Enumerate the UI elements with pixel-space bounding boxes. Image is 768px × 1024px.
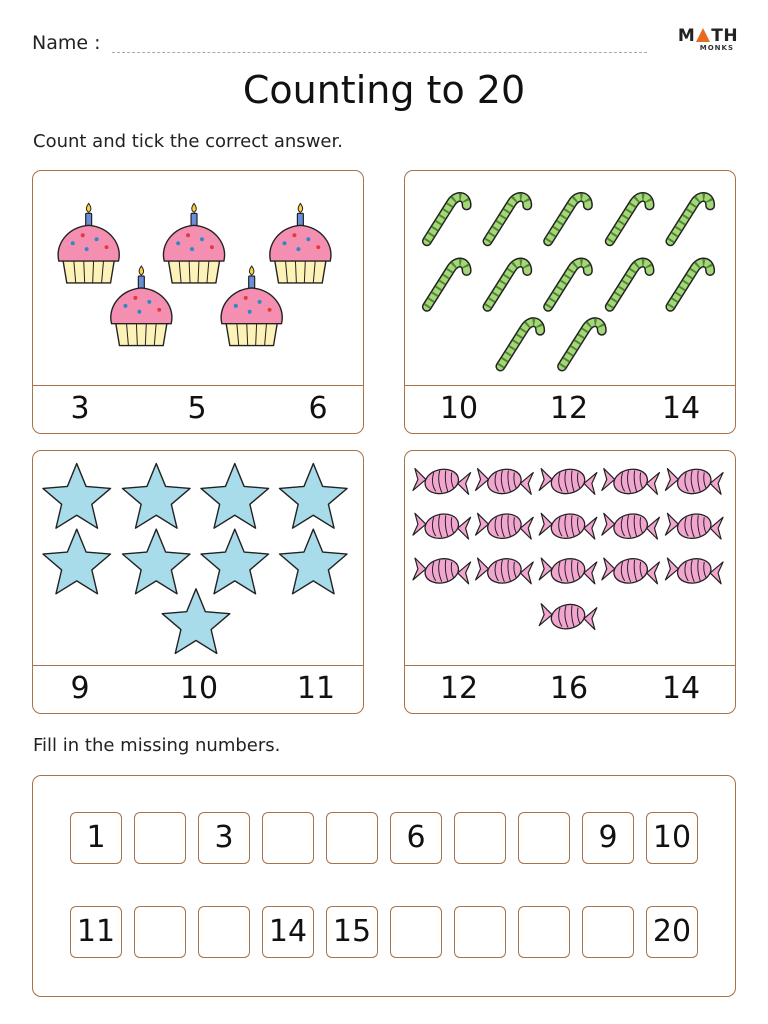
- star-icon: [201, 464, 269, 529]
- card-divider: [405, 665, 735, 666]
- cupcakes-picture: [33, 171, 363, 385]
- candy-icon: [413, 511, 471, 541]
- star-icon: [280, 529, 348, 594]
- answer-option[interactable]: 11: [296, 671, 336, 706]
- number-box: 14: [262, 906, 314, 958]
- cupcake-icon: [221, 266, 282, 346]
- blank-number-box[interactable]: [198, 906, 250, 958]
- name-input-line[interactable]: [112, 52, 647, 53]
- candy-icon: [413, 556, 471, 586]
- number-box: 20: [646, 906, 698, 958]
- candy-icon: [476, 556, 534, 586]
- answer-option[interactable]: 10: [179, 671, 219, 706]
- card-divider: [33, 665, 363, 666]
- cupcake-icon: [270, 203, 331, 283]
- candy-icon: [476, 466, 534, 496]
- name-field-row: [32, 30, 632, 60]
- candy-cane-icon: [670, 197, 710, 241]
- cupcake-icon: [58, 203, 119, 283]
- candy-icon: [539, 466, 597, 496]
- candy-icon: [539, 511, 597, 541]
- candy-icon: [665, 511, 723, 541]
- number-box: 6: [390, 812, 442, 864]
- number-box: 15: [326, 906, 378, 958]
- candy-icon: [665, 556, 723, 586]
- blank-number-box[interactable]: [582, 906, 634, 958]
- card-divider: [33, 385, 363, 386]
- candy-icon: [602, 466, 660, 496]
- math-monks-logo: [668, 26, 748, 62]
- candy-cane-icon: [562, 322, 602, 366]
- name-label: Name :: [32, 32, 101, 54]
- candy-cane-icon: [548, 197, 588, 241]
- candy-icon: [413, 466, 471, 496]
- answer-option[interactable]: 14: [661, 671, 701, 706]
- candy-canes-picture: [405, 171, 735, 385]
- answer-option[interactable]: 12: [439, 671, 479, 706]
- count-card-candies: [404, 450, 736, 714]
- blank-number-box[interactable]: [134, 812, 186, 864]
- answer-option[interactable]: 3: [70, 391, 90, 426]
- blank-number-box[interactable]: [390, 906, 442, 958]
- star-icon: [280, 464, 348, 529]
- answer-option[interactable]: 6: [308, 391, 328, 426]
- number-box: 1: [70, 812, 122, 864]
- candy-cane-icon: [427, 197, 467, 241]
- answer-option[interactable]: 10: [439, 391, 479, 426]
- answer-option[interactable]: 12: [549, 391, 589, 426]
- candy-icon: [539, 556, 597, 586]
- stars-picture: [33, 451, 363, 665]
- candy-icon: [539, 601, 597, 631]
- number-box: 3: [198, 812, 250, 864]
- answer-option[interactable]: 5: [187, 391, 207, 426]
- fill-instruction: Fill in the missing numbers.: [33, 735, 281, 756]
- missing-numbers-panel: [32, 775, 736, 997]
- candies-picture: [405, 451, 735, 665]
- logo-subtext: MONKS: [699, 44, 734, 52]
- candy-icon: [602, 556, 660, 586]
- blank-number-box[interactable]: [518, 812, 570, 864]
- blank-number-box[interactable]: [454, 906, 506, 958]
- candy-cane-icon: [670, 263, 710, 307]
- number-box: 10: [646, 812, 698, 864]
- star-icon: [201, 529, 269, 594]
- candy-cane-icon: [427, 263, 467, 307]
- candy-icon: [665, 466, 723, 496]
- candy-cane-icon: [488, 263, 528, 307]
- blank-number-box[interactable]: [518, 906, 570, 958]
- blank-number-box[interactable]: [454, 812, 506, 864]
- worksheet-title: Counting to 20: [242, 68, 526, 112]
- candy-cane-icon: [610, 263, 650, 307]
- candy-cane-icon: [610, 197, 650, 241]
- blank-number-box[interactable]: [262, 812, 314, 864]
- number-box: 11: [70, 906, 122, 958]
- answer-option[interactable]: 16: [549, 671, 589, 706]
- logo-triangle-icon: [696, 28, 710, 42]
- blank-number-box[interactable]: [326, 812, 378, 864]
- card-divider: [405, 385, 735, 386]
- candy-cane-icon: [488, 197, 528, 241]
- answer-option[interactable]: 14: [661, 391, 701, 426]
- count-card-stars: [32, 450, 364, 714]
- cupcake-icon: [111, 266, 172, 346]
- star-icon: [122, 529, 190, 594]
- count-card-candy-canes: [404, 170, 736, 434]
- number-box: 9: [582, 812, 634, 864]
- star-icon: [43, 464, 111, 529]
- blank-number-box[interactable]: [134, 906, 186, 958]
- candy-cane-icon: [548, 263, 588, 307]
- star-icon: [43, 529, 111, 594]
- count-instruction: Count and tick the correct answer.: [33, 131, 343, 152]
- logo-word: M TH: [677, 26, 739, 46]
- candy-icon: [602, 511, 660, 541]
- answer-option[interactable]: 9: [70, 671, 90, 706]
- star-icon: [162, 589, 230, 654]
- candy-cane-icon: [500, 322, 540, 366]
- count-card-cupcakes: [32, 170, 364, 434]
- candy-icon: [476, 511, 534, 541]
- cupcake-icon: [163, 203, 224, 283]
- star-icon: [122, 464, 190, 529]
